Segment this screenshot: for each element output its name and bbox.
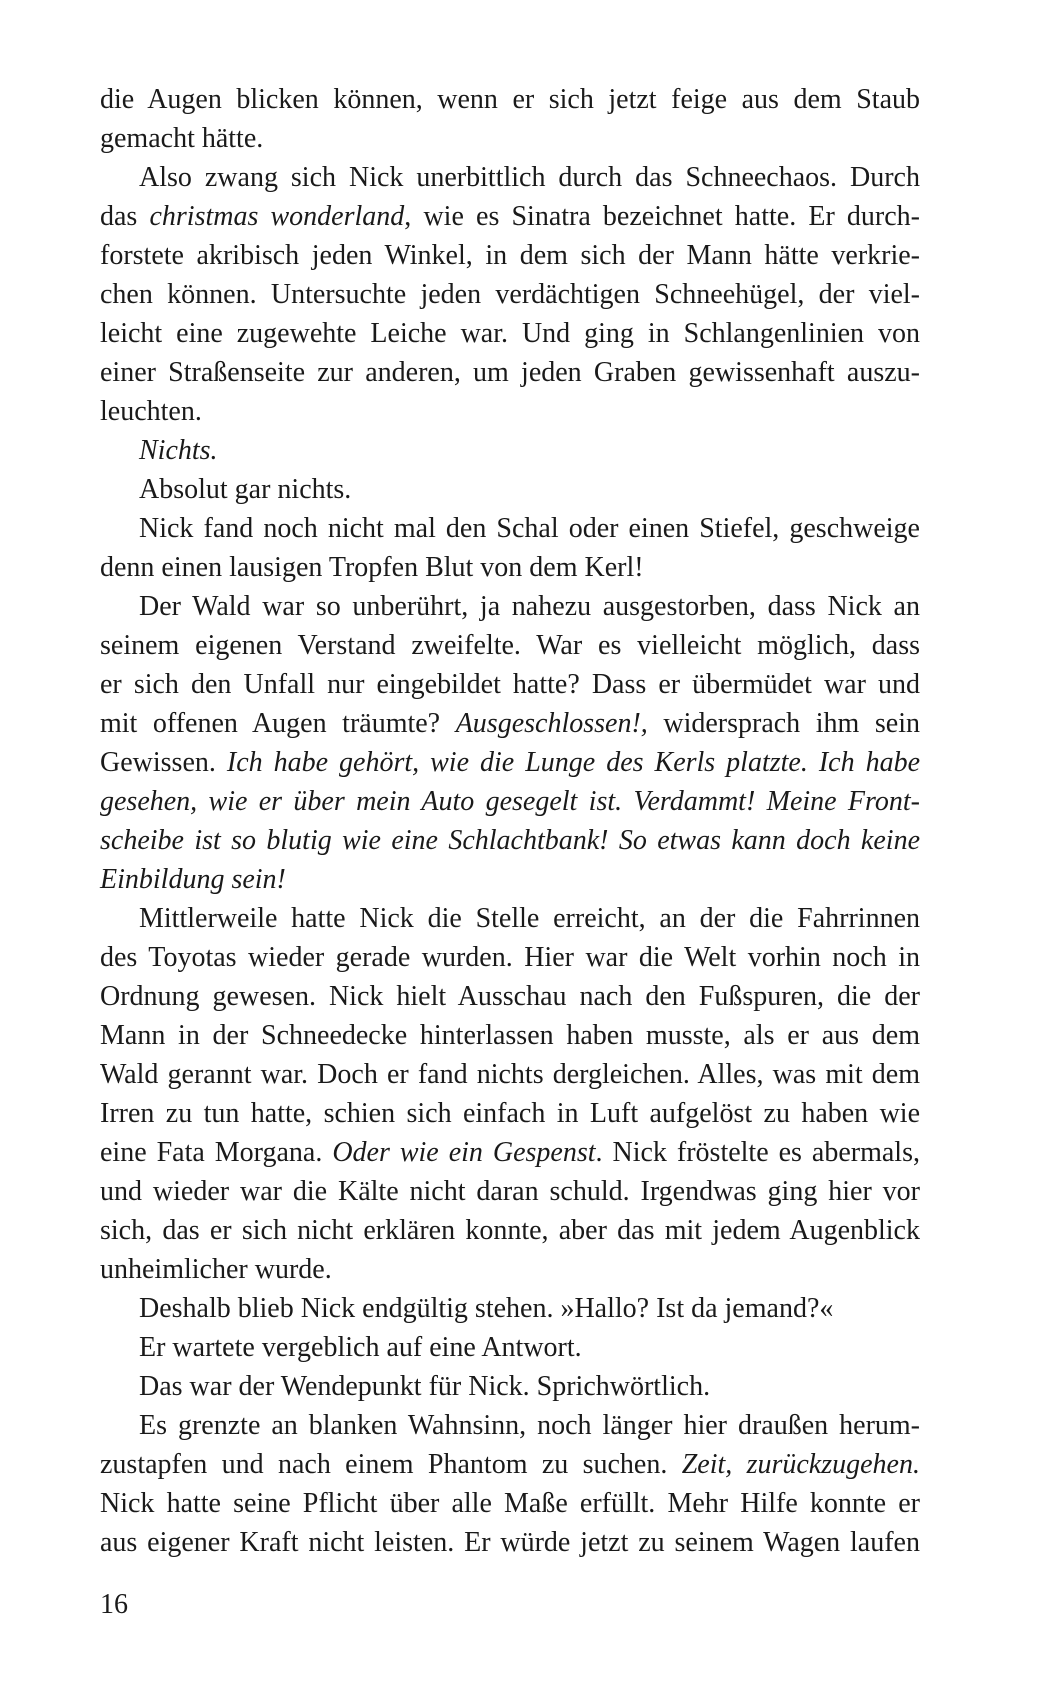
text-line [100, 1523, 920, 1562]
text-line [100, 1016, 920, 1055]
text-segment: mit offenen Augen träumte? [100, 708, 456, 739]
text-line [100, 1055, 920, 1094]
text-line [100, 938, 920, 977]
text-segment: denn einen lausigen Tropfen Blut von dem Kerl! [100, 552, 644, 583]
text-segment: unheimlicher wurde. [100, 1254, 332, 1285]
text-segment: er sich den Unfall nur eingebildet hatte? Dass er übermüdet war und [100, 669, 920, 700]
italic-text-segment: Oder wie ein Gespenst [332, 1137, 596, 1168]
text-line [100, 509, 920, 548]
text-line [100, 353, 920, 392]
text-segment: Also zwang sich Nick unerbittlich durch das Schneechaos. Durch [139, 162, 920, 193]
text-line [100, 548, 920, 587]
text-line [100, 236, 920, 275]
text-segment: Das war der Wendepunkt für Nick. Sprichwörtlich. [139, 1371, 711, 1402]
text-line [100, 1133, 920, 1172]
text-segment: widersprach ihm sein [647, 708, 920, 739]
italic-text-segment: christmas wonderland [149, 201, 405, 232]
text-line [100, 1172, 920, 1211]
text-segment: Nick hatte seine Pflicht über alle Maße erfüllt. Mehr Hilfe konnte er [100, 1488, 920, 1519]
text-line [100, 119, 920, 158]
text-line [100, 626, 920, 665]
italic-text-segment: Ausgeschlossen!, [455, 708, 648, 739]
italic-text-segment: Nichts. [139, 435, 218, 466]
text-line [100, 1406, 920, 1445]
text-line [100, 821, 920, 860]
text-segment: Ordnung gewesen. Nick hielt Ausschau nach den Fußspuren, die der [100, 981, 920, 1012]
text-segment: forstete akribisch jeden Winkel, in dem sich der Mann hätte verkrie- [100, 240, 920, 271]
text-segment: einer Straßenseite zur anderen, um jeden Graben gewissenhaft auszu- [100, 357, 920, 388]
text-segment: Gewissen. [100, 747, 227, 778]
text-segment: Mittlerweile hatte Nick die Stelle erreicht, an der die Fahrrinnen [139, 903, 920, 934]
text-segment: die Augen blicken können, wenn er sich jetzt feige aus dem Staub [100, 84, 920, 115]
text-line [100, 704, 920, 743]
text-line [100, 1445, 920, 1484]
text-line [100, 860, 920, 899]
text-line [100, 158, 920, 197]
italic-text-segment: Einbildung sein! [100, 864, 286, 895]
text-line [100, 977, 920, 1016]
text-line [100, 470, 920, 509]
text-segment: das [100, 201, 150, 232]
text-line [100, 1367, 920, 1406]
italic-text-segment: gesehen, wie er über mein Auto gesegelt ist. Verdammt! Meine Front- [100, 786, 920, 817]
text-segment: Es grenzte an blanken Wahnsinn, noch länger hier draußen herum- [139, 1410, 920, 1441]
text-segment: Er wartete vergeblich auf eine Antwort. [139, 1332, 582, 1363]
text-segment: Wald gerannt war. Doch er fand nichts dergleichen. Alles, was mit dem [100, 1059, 920, 1090]
text-segment: chen können. Untersuchte jeden verdächtigen Schneehügel, der viel- [100, 279, 920, 310]
text-segment: leuchten. [100, 396, 202, 427]
text-line [100, 899, 920, 938]
text-line [100, 1250, 920, 1289]
text-line [100, 80, 920, 119]
text-line [100, 1211, 920, 1250]
book-page-text [100, 80, 920, 1562]
text-line [100, 275, 920, 314]
text-line [100, 665, 920, 704]
text-line [100, 314, 920, 353]
text-segment: Irren zu tun hatte, schien sich einfach in Luft aufgelöst zu haben wie [100, 1098, 920, 1129]
text-segment: . Nick fröstelte es abermals, [595, 1137, 920, 1168]
page-number: 16 [100, 1589, 128, 1620]
italic-text-segment: Ich habe gehört, wie die Lunge des Kerls platzte. Ich habe [226, 747, 920, 778]
text-line [100, 1289, 920, 1328]
text-line [100, 392, 920, 431]
text-segment: Mann in der Schneedecke hinterlassen haben musste, als er aus dem [100, 1020, 920, 1051]
text-segment: zustapfen und nach einem Phantom zu suchen. [100, 1449, 682, 1480]
text-line [100, 782, 920, 821]
text-segment: Deshalb blieb Nick endgültig stehen. »Hallo? Ist da jemand?« [139, 1293, 834, 1324]
text-line [100, 587, 920, 626]
text-segment: gemacht hätte. [100, 123, 264, 154]
text-segment: eine Fata Morgana. [100, 1137, 333, 1168]
text-line [100, 1328, 920, 1367]
text-segment: sich, das er sich nicht erklären konnte, aber das mit jedem Augenblick [100, 1215, 920, 1246]
text-line [100, 1484, 920, 1523]
text-line [100, 431, 920, 470]
text-segment: , wie es Sinatra bezeichnet hatte. Er durch- [404, 201, 920, 232]
text-segment: und wieder war die Kälte nicht daran schuld. Irgendwas ging hier vor [100, 1176, 920, 1207]
text-segment: Absolut gar nichts. [139, 474, 352, 505]
text-segment: seinem eigenen Verstand zweifelte. War es vielleicht möglich, dass [100, 630, 920, 661]
italic-text-segment: Zeit, zurückzugehen. [681, 1449, 920, 1480]
italic-text-segment: scheibe ist so blutig wie eine Schlachtbank! So etwas kann doch keine [100, 825, 920, 856]
text-line [100, 197, 920, 236]
text-segment: aus eigener Kraft nicht leisten. Er würde jetzt zu seinem Wagen laufen [100, 1527, 920, 1558]
text-segment: des Toyotas wieder gerade wurden. Hier war die Welt vorhin noch in [100, 942, 920, 973]
text-segment: leicht eine zugewehte Leiche war. Und ging in Schlangenlinien von [100, 318, 920, 349]
text-line [100, 743, 920, 782]
text-line [100, 1094, 920, 1133]
text-segment: Der Wald war so unberührt, ja nahezu ausgestorben, dass Nick an [139, 591, 920, 622]
text-segment: Nick fand noch nicht mal den Schal oder einen Stiefel, geschweige [139, 513, 920, 544]
